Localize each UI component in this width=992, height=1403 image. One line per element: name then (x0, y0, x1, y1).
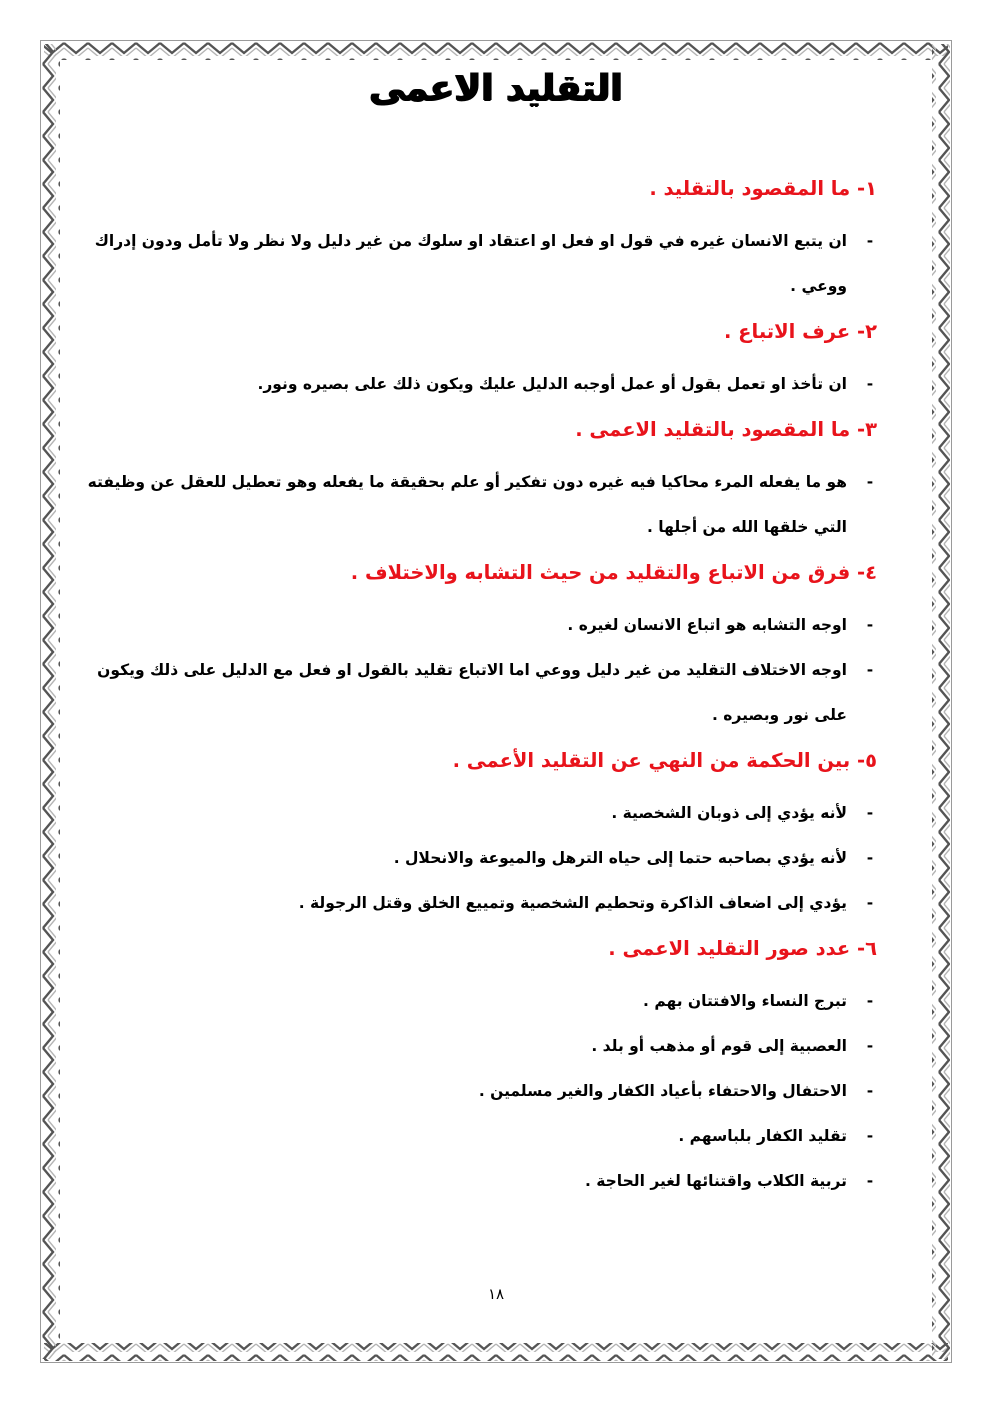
list-item-text: الاحتفال والاحتفاء بأعياد الكفار والغير مسلمين . (478, 1082, 847, 1100)
bullet-marker: - (866, 804, 874, 822)
bullet-list (72, 362, 877, 407)
section-heading: ٢- عرف الاتباع . (723, 320, 877, 343)
list-item-text: ان تأخذ او تعمل بقول أو عمل أوجبه الدليل عليك ويكون ذلك على بصيره ونور. (257, 375, 847, 393)
list-item (72, 1069, 877, 1114)
section-4 (72, 556, 877, 738)
bullet-marker: - (866, 661, 874, 679)
bullet-marker: - (866, 375, 874, 393)
bullet-marker: - (866, 232, 874, 250)
bullet-list (72, 219, 877, 309)
list-item-text: ان يتبع الانسان غيره في قول او فعل او اعتقاد او سلوك من غير دليل ولا نظر ولا تأمل ودون إدراك ووعي . (94, 232, 847, 295)
page-number: ١٨ (487, 1285, 505, 1303)
list-item-text: لأنه يؤدي إلى ذوبان الشخصية . (611, 804, 847, 822)
page-title: التقليد الاعمى (369, 68, 623, 109)
list-item (72, 362, 877, 407)
section-5 (72, 744, 877, 926)
bullet-marker: - (866, 849, 874, 867)
list-item (72, 460, 877, 550)
bullet-marker: - (866, 473, 874, 491)
list-item-text: العصبية إلى قوم أو مذهب أو بلد . (591, 1037, 847, 1055)
bullet-marker: - (866, 992, 874, 1010)
list-item-text: اوجه الاختلاف التقليد من غير دليل ووعي اما الاتباع تقليد بالقول او فعل مع الدليل على ذلك ويكون على نور وبصيره . (97, 661, 847, 724)
section-heading: ٤- فرق من الاتباع والتقليد من حيث التشابه والاختلاف . (350, 561, 877, 584)
section-1 (72, 172, 877, 309)
section-heading: ٦- عدد صور التقليد الاعمى . (608, 937, 877, 960)
list-item (72, 979, 877, 1024)
list-item (72, 1024, 877, 1069)
bullet-list (72, 791, 877, 926)
section-heading: ٥- بين الحكمة من النهي عن التقليد الأعمى . (452, 749, 877, 772)
bullet-marker: - (866, 894, 874, 912)
list-item-text: هو ما يفعله المرء محاكيا فيه غيره دون تفكير أو علم بحقيقة ما يفعله وهو تعطيل للعقل عن وظيفته التي خلقها الله من أجلها . (87, 473, 847, 536)
list-item (72, 648, 877, 738)
bullet-marker: - (866, 1172, 874, 1190)
list-item-text: اوجه التشابه هو اتباع الانسان لغيره . (567, 616, 847, 634)
list-item (72, 1159, 877, 1204)
list-item (72, 603, 877, 648)
section-6 (72, 932, 877, 1204)
list-item (72, 219, 877, 309)
list-item (72, 881, 877, 926)
content-area (72, 172, 877, 1210)
list-item (72, 791, 877, 836)
bullet-marker: - (866, 1037, 874, 1055)
section-heading: ٣- ما المقصود بالتقليد الاعمى . (575, 418, 877, 441)
section-3 (72, 413, 877, 550)
bullet-marker: - (866, 1082, 874, 1100)
section-heading: ١- ما المقصود بالتقليد . (649, 177, 877, 200)
list-item (72, 1114, 877, 1159)
list-item-text: يؤدي إلى اضعاف الذاكرة وتحطيم الشخصية وتمييع الخلق وقتل الرجولة . (298, 894, 847, 912)
bullet-list (72, 460, 877, 550)
bullet-list (72, 979, 877, 1204)
section-2 (72, 315, 877, 407)
bullet-marker: - (866, 1127, 874, 1145)
list-item-text: لأنه يؤدي بصاحبه حتما إلى حياه الترهل والميوعة والانحلال . (393, 849, 847, 867)
bullet-marker: - (866, 616, 874, 634)
list-item-text: تربية الكلاب واقتنائها لغير الحاجة . (584, 1172, 847, 1190)
list-item (72, 836, 877, 881)
bullet-list (72, 603, 877, 738)
list-item-text: تقليد الكفار بلباسهم . (678, 1127, 847, 1145)
list-item-text: تبرج النساء والافتتان بهم . (643, 992, 847, 1010)
